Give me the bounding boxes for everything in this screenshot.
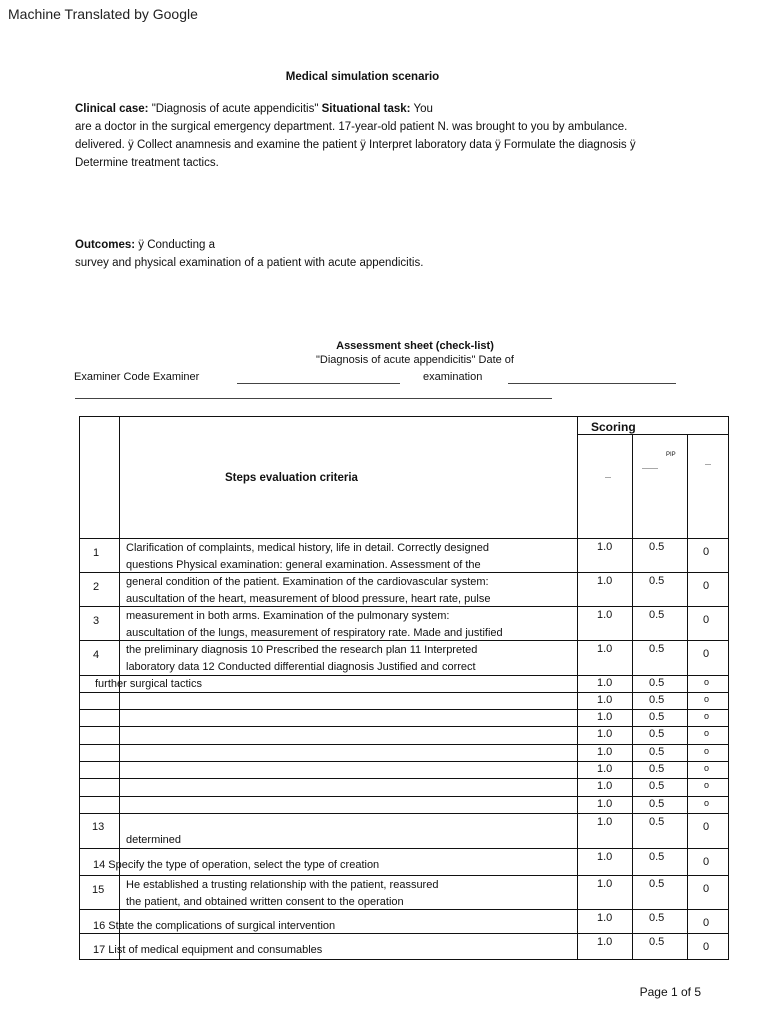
score-zero: 0 — [703, 546, 710, 558]
table-left-border — [79, 416, 80, 959]
row-divider — [79, 726, 729, 727]
score-partial: 0.5 — [649, 780, 665, 792]
score-zero: o — [704, 677, 710, 687]
score-partial: 0.5 — [649, 912, 665, 924]
score-partial: 0.5 — [649, 541, 665, 553]
table-bottom-border — [79, 959, 729, 960]
score-full: 1.0 — [597, 936, 613, 948]
row-divider — [79, 744, 729, 745]
date-blank — [508, 383, 676, 384]
row-divider — [79, 778, 729, 779]
row-criteria-text: 16 State the complications of surgical intervention — [93, 920, 336, 932]
row-divider — [79, 848, 729, 849]
row-criteria-text: Clarification of complaints, medical history, life in detail. Correctly designed — [126, 542, 489, 554]
assessment-sheet-title: Assessment sheet (check-list) — [336, 340, 494, 352]
score-full: 1.0 — [597, 746, 613, 758]
examiner-blank — [237, 383, 400, 384]
score-zero: o — [704, 780, 710, 790]
score-full: 1.0 — [597, 643, 613, 655]
score-full: 1.0 — [597, 780, 613, 792]
score-col-header-2: -------- — [642, 466, 658, 472]
row-criteria-text: 17 List of medical equipment and consumables — [93, 944, 323, 956]
clinical-case-text: "Diagnosis of acute appendicitis" — [151, 103, 319, 115]
row-divider — [79, 640, 729, 641]
row-criteria-text-line2: auscultation of the heart, measurement of blood pressure, heart rate, pulse — [126, 593, 491, 605]
score-partial: 0.5 — [649, 798, 665, 810]
row-criteria-text: measurement in both arms. Examination of the pulmonary system: — [126, 610, 450, 622]
score-zero: o — [704, 763, 710, 773]
examiner-label: Examiner Code Examiner — [74, 371, 200, 383]
row-number: 3 — [93, 615, 100, 627]
clinical-case-label: Clinical case: — [75, 103, 149, 115]
outcomes-line-2: survey and physical examination of a patient with acute appendicitis. — [75, 257, 424, 269]
assessment-sheet-subtitle: "Diagnosis of acute appendicitis" Date of — [316, 354, 514, 366]
signature-blank — [75, 398, 552, 399]
situational-task-first: You — [413, 103, 433, 115]
document-title: Medical simulation scenario — [285, 71, 440, 83]
score-col-header-1: --- — [605, 475, 611, 481]
row-divider — [79, 909, 729, 910]
score-zero: 0 — [703, 883, 710, 895]
row-number: 1 — [93, 547, 100, 559]
table-right-border — [728, 416, 729, 959]
score-full: 1.0 — [597, 912, 613, 924]
score-full: 1.0 — [597, 541, 613, 553]
row-number: 15 — [92, 884, 105, 896]
score-partial: 0.5 — [649, 763, 665, 775]
row-number: 2 — [93, 581, 100, 593]
score-zero: o — [704, 711, 710, 721]
row-divider — [79, 875, 729, 876]
scoring-column-border-1 — [577, 416, 578, 959]
outcomes-line — [75, 237, 215, 255]
score-col-header-3: --- — [705, 462, 711, 468]
score-full: 1.0 — [597, 798, 613, 810]
row-criteria-text: determined — [126, 834, 182, 846]
row-divider — [79, 572, 729, 573]
score-partial: 0.5 — [649, 609, 665, 621]
task-line-2: delivered. ÿ Collect anamnesis and examine the patient ÿ Interpret laboratory data ÿ Formulate the diagnosis ÿ — [75, 139, 636, 151]
row-criteria-text: 14 Specify the type of operation, select the type of creation — [93, 859, 380, 871]
scoring-header: Scoring — [591, 420, 636, 434]
score-zero: 0 — [703, 856, 710, 868]
scoring-underline — [577, 434, 729, 435]
score-full: 1.0 — [597, 728, 613, 740]
score-zero: 0 — [703, 917, 710, 929]
score-partial: 0.5 — [649, 694, 665, 706]
examination-label: examination — [423, 371, 483, 383]
score-partial: 0.5 — [649, 575, 665, 587]
row-divider — [79, 692, 729, 693]
row-divider — [79, 796, 729, 797]
row-divider — [79, 606, 729, 607]
scoring-column-border-3 — [687, 434, 688, 959]
score-full: 1.0 — [597, 763, 613, 775]
score-partial: 0.5 — [649, 728, 665, 740]
outcomes-label: Outcomes: — [75, 239, 136, 251]
row-divider — [79, 813, 729, 814]
score-zero: 0 — [703, 821, 710, 833]
row-criteria-text-line2: laboratory data 12 Conducted differential diagnosis Justified and correct — [126, 661, 476, 673]
row-criteria-text: general condition of the patient. Examination of the cardiovascular system: — [126, 576, 489, 588]
score-zero: 0 — [703, 648, 710, 660]
outcomes-first: ÿ Conducting a — [138, 239, 215, 251]
score-partial: 0.5 — [649, 936, 665, 948]
score-partial: 0.5 — [649, 643, 665, 655]
score-partial: 0.5 — [649, 711, 665, 723]
score-zero: o — [704, 728, 710, 738]
row-criteria-text: He established a trusting relationship with the patient, reassured — [126, 879, 439, 891]
score-full: 1.0 — [597, 677, 613, 689]
page-number: Page 1 of 5 — [639, 985, 701, 999]
situational-task-label: Situational task: — [321, 103, 411, 115]
score-partial: 0.5 — [649, 816, 665, 828]
score-full: 1.0 — [597, 816, 613, 828]
row-criteria-text: the preliminary diagnosis 10 Prescribed the research plan 11 Interpreted — [126, 644, 478, 656]
table-top-border — [79, 416, 729, 417]
row-divider — [79, 709, 729, 710]
score-full: 1.0 — [597, 609, 613, 621]
score-full: 1.0 — [597, 851, 613, 863]
row-criteria-text-line2: the patient, and obtained written consent to the operation — [126, 896, 404, 908]
score-full: 1.0 — [597, 878, 613, 890]
row-divider — [79, 933, 729, 934]
steps-criteria-header: Steps evaluation criteria — [225, 472, 358, 484]
score-full: 1.0 — [597, 694, 613, 706]
score-partial: 0.5 — [649, 677, 665, 689]
score-full: 1.0 — [597, 711, 613, 723]
row-number: 13 — [92, 821, 105, 833]
score-partial: 0.5 — [649, 851, 665, 863]
clinical-case-line — [75, 101, 433, 119]
row-number: 4 — [93, 649, 100, 661]
score-zero: 0 — [703, 580, 710, 592]
row-divider — [79, 538, 729, 539]
score-zero: 0 — [703, 941, 710, 953]
row-divider — [79, 761, 729, 762]
score-partial: 0.5 — [649, 878, 665, 890]
score-zero: 0 — [703, 614, 710, 626]
task-line-3: Determine treatment tactics. — [75, 157, 219, 169]
row-criteria-text-line2: questions Physical examination: general examination. Assessment of the — [126, 559, 481, 571]
row-criteria-text-line2: auscultation of the lungs, measurement of respiratory rate. Made and justified — [126, 627, 503, 639]
score-col-header-tiny: PIP — [666, 452, 676, 458]
task-line-1: are a doctor in the surgical emergency department. 17-year-old patient N. was brought to you by ambulance. — [75, 121, 628, 133]
score-zero: o — [704, 798, 710, 808]
score-partial: 0.5 — [649, 746, 665, 758]
machine-translated-banner: Machine Translated by Google — [8, 6, 198, 22]
score-zero: o — [704, 746, 710, 756]
score-zero: o — [704, 694, 710, 704]
scoring-column-border-2 — [632, 434, 633, 959]
score-full: 1.0 — [597, 575, 613, 587]
row-criteria-text: further surgical tactics — [95, 678, 202, 690]
